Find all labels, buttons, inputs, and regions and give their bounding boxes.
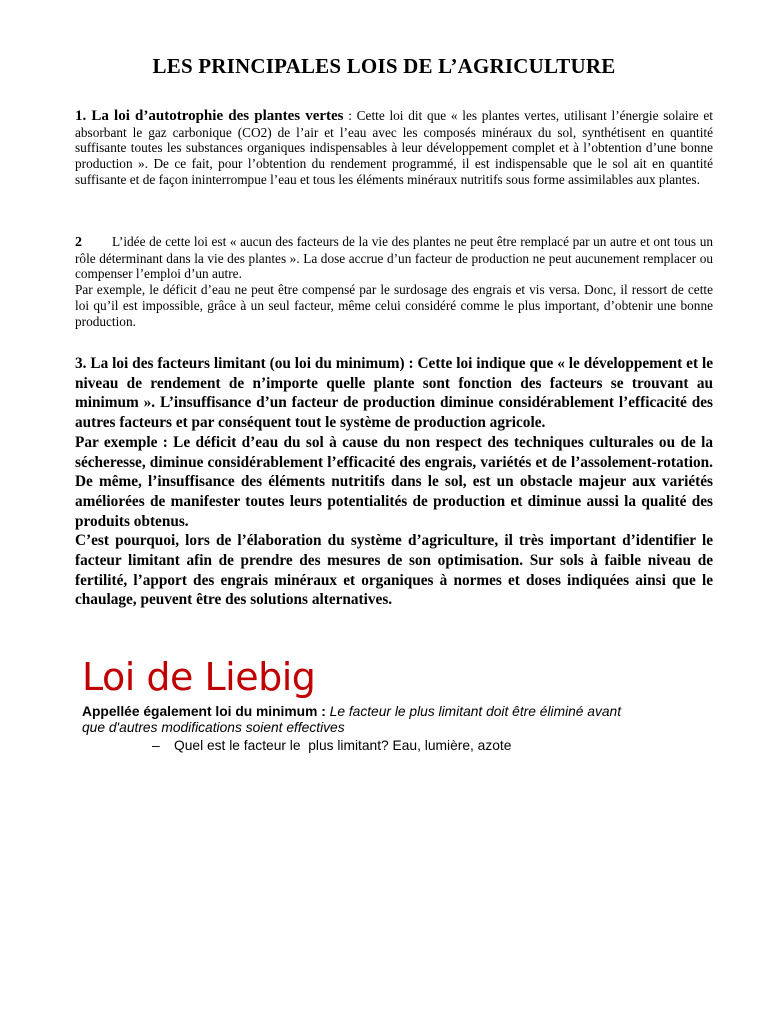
- page-title: LES PRINCIPALES LOIS DE L’AGRICULTURE: [152, 54, 616, 78]
- section-2-example: Par exemple, le déficit d’eau ne peut être compensé par le surdosage des engrais et vis versa. Donc, il ressort de cette loi qu’il est impossible, grâce à un seul facteur, même celui considéré comme le plus important, d’obtenir une bonne production.: [75, 282, 713, 329]
- section-3-intro: 3. La loi des facteurs limitant (ou loi du minimum) : Cette loi indique que « le développement et le niveau de rendement de n’importe quelle plante sont fonction des facteurs se trouvant au minimum ». L’insuffisance d’un facteur de production diminue considérablement l’efficacité des autres facteurs et par conséquent tout le système de production agricole.: [75, 355, 713, 432]
- bullet-dash: –: [152, 738, 160, 753]
- liebig-slide: [0, 649, 768, 1024]
- section-2-text: L’idée de cette loi est « aucun des facteurs de la vie des plantes ne peut être remplacé par un autre et ont tous un rôle déterminant dans la vie des plantes ». La dose accrue d’un facteur de production ne peut aucunement remplacer ou compenser l’emploi d’un autre.: [75, 234, 713, 282]
- liebig-definition-block: [82, 704, 642, 736]
- liebig-definition: Le facteur le plus limitant doit être éliminé avant que d'autres modifications soient effectives: [82, 704, 622, 735]
- section-1-heading: 1. La loi d’autotrophie des plantes vertes: [75, 108, 344, 124]
- liebig-bullet-text: Quel est le facteur le plus limitant? Eau, lumière, azote: [174, 738, 512, 753]
- section-3-example: Par exemple : Le déficit d’eau du sol à cause du non respect des techniques culturales ou de la sécheresse, diminue considérablement l’efficacité des engrais, variétés et de l’assolement-rotation. De même, l’insuffisance des éléments nutritifs dans le sol, est un obstacle majeur aux variétés améliorées de manifester toutes leurs potentialités de production et diminue aussi la qualité des produits obtenus.: [75, 433, 713, 530]
- section-3-conclusion: C’est pourquoi, lors de l’élaboration du système d’agriculture, il très important d’identifier le facteur limitant afin de prendre des mesures de son optimisation. Sur sols à faible niveau de fertilité, l’apport des engrais minéraux et organiques à normes et doses indiquées ainsi que le chaulage, peuvent être des solutions alternatives.: [75, 532, 713, 609]
- section-1-paragraph: [75, 108, 713, 188]
- section-2-number: 2: [75, 235, 82, 250]
- section-1-text: Cette loi dit que « les plantes vertes, utilisant l’énergie solaire et absorbant le gaz carbonique (CO2) de l’air et l’eau avec les composés minéraux du sol, synthétisent en quantité suffisante toutes les substances organiques indispensables à leur développement complet et à l’obtention d’une bonne production ». De ce fait, pour l’obtention du rendement programmé, il est indispensable que le sol ait en quantité suffisante et de façon ininterrompue l’eau et tous les éléments minéraux nutritifs sous forme assimilables aux plantes.: [75, 108, 713, 187]
- liebig-bullet: [152, 738, 511, 754]
- section-2-paragraph: [75, 234, 713, 329]
- section-1-separator: :: [343, 108, 357, 123]
- liebig-title: Loi de Liebig: [82, 655, 316, 699]
- liebig-lead: Appellée également loi du minimum :: [82, 704, 326, 719]
- section-3-paragraph: [75, 354, 713, 641]
